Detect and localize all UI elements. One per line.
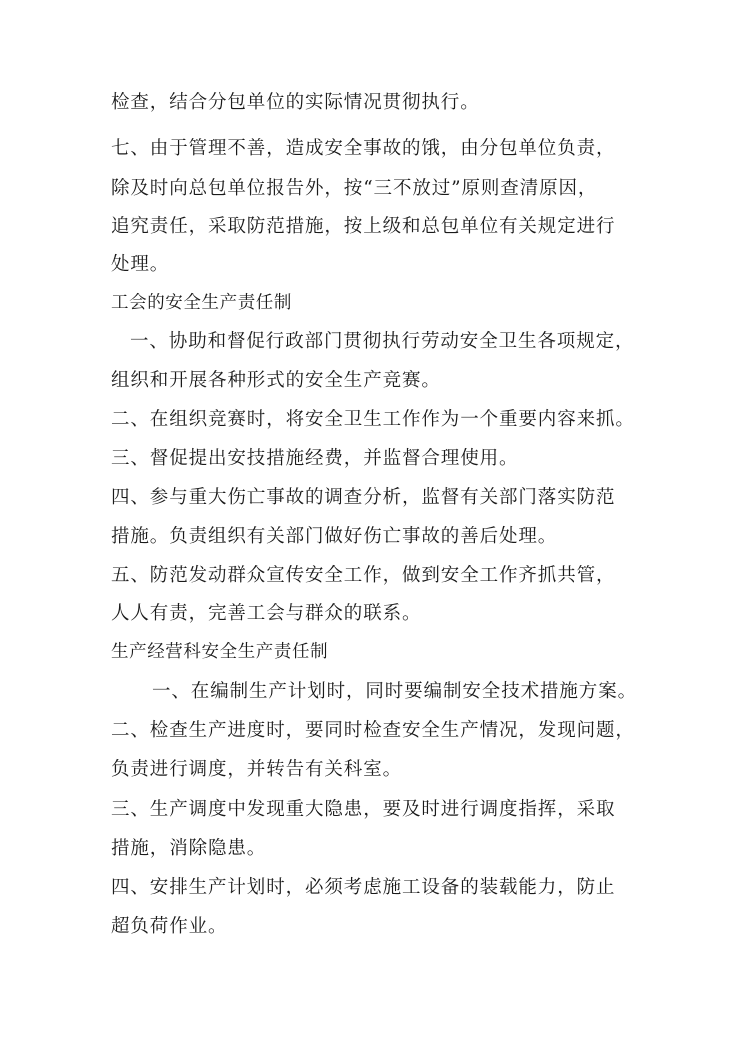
text-line: 追究责任，采取防范措施，按上级和总包单位有关规定进行	[111, 216, 616, 237]
text-line: 检查，结合分包单位的实际情况贯彻执行。	[111, 92, 480, 113]
text-line: 措施，消除隐患。	[111, 838, 267, 859]
text-line: 四、参与重大伤亡事故的调查分析，监督有关部门落实防范	[111, 487, 616, 508]
text-line: 五、防范发动群众宣传安全工作，做到安全工作齐抓共管，	[111, 565, 616, 586]
text-line: 处理。	[111, 254, 170, 275]
text-line: 组织和开展各种形式的安全生产竞赛。	[111, 370, 441, 391]
section-heading: 工会的安全生产责任制	[111, 293, 292, 313]
text-line: 措施。负责组织有关部门做好伤亡事故的善后处理。	[111, 526, 558, 547]
text-line: 三、生产调度中发现重大隐患，要及时进行调度指挥，采取	[111, 799, 616, 820]
text-line: 二、检查生产进度时，要同时检查安全生产情况，发现问题，	[111, 720, 635, 741]
section-heading: 生产经营科安全生产责任制	[111, 642, 329, 662]
text-line: 人人有责，完善工会与群众的联系。	[111, 603, 422, 624]
text-line: 一、协助和督促行政部门贯彻执行劳动安全卫生各项规定，	[130, 331, 635, 352]
text-line: 负责进行调度，并转告有关科室。	[111, 759, 403, 780]
text-line: 一、在编制生产计划时，同时要编制安全技术措施方案。	[152, 681, 638, 702]
text-line: 三、督促提出安技措施经费，并监督合理使用。	[111, 448, 519, 469]
text-line: 二、在组织竞赛时，将安全卫生工作作为一个重要内容来抓。	[111, 409, 635, 430]
text-line: 除及时向总包单位报告外，按“三不放过”原则查清原因，	[111, 178, 598, 199]
text-line: 七、由于管理不善，造成安全事故的饿，由分包单位负责，	[111, 138, 616, 159]
text-line: 四、安排生产计划时，必须考虑施工设备的装载能力，防止	[111, 877, 616, 898]
text-line: 超负荷作业。	[111, 916, 228, 937]
